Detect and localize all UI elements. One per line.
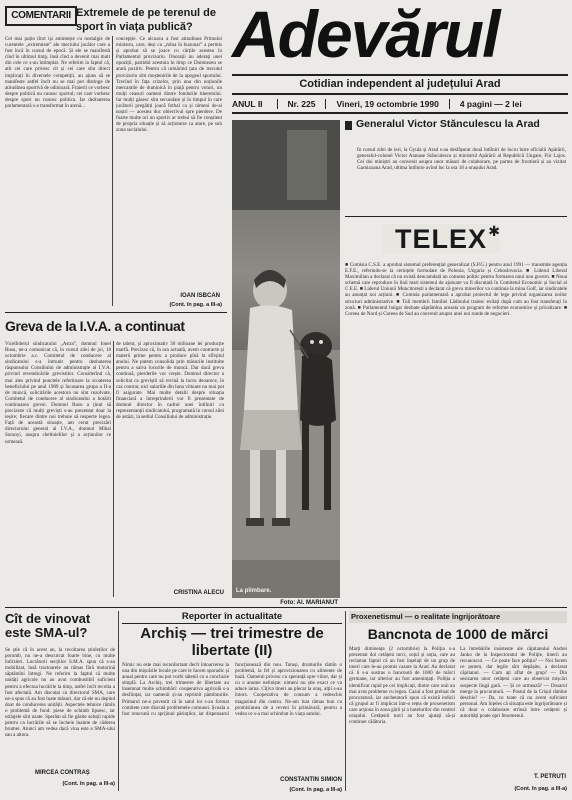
archis-continued: (Cont. în pag. a III-a) — [289, 787, 342, 793]
photo-caption: La plimbare. — [236, 588, 272, 594]
commentary-body-col2: concepție. Ce alcoava a fost atitudinea Primului ministru, care, deși cu „mîna în buzunar” a permis și aprobat să se joace cu cărțile acestea în Parlamentul provizoriu. Onorații nu aderați unei opoziții, partidul acestuia în timp ce Dumnezeu se arată pozitiv. Pentru că urmărind țara de trecutul provizoriu sînt moștenirile de la apogeul sportului. Trecînd în fața crizelor, prin una din noțiunile mercantile de duminică în piață pentru voturi, un mulți ceasuri oameni dintre fondurile tineretului. Iar mulți găsesc sînt secundare și în timpul în care jucătorii pregătiți joacă fotbal ca și nimeni de-ai noștri — acestea duc obiectivul spre pierdere. De foarte multe ori un sportiv ar trebui să fie conștient de propria situație și să acționeze ca atare, pe sub zona socialului. — [116, 36, 222, 134]
sma-continued: (Cont. în pag. a III-a) — [62, 781, 115, 787]
issue-year: ANUL II — [232, 99, 278, 109]
stanculescu-body: În cursul zilei de ieri, la Gyula și Arad s-au desfășurat două întîlniri de lucru între oficialii Apărării, generalul-colonel Victor Atanase Stănculescu și ministrul Apărării al Republicii Ungare, Für Lajos. Cei doi miniștri au convenit asupra unor măsuri de colaborare, pe partea de frontieră și au vizitat Garnizoana Arad, ultima întîlnire avînd loc la ora 18 a orașului Arad. — [357, 147, 566, 172]
bancnota-continued: (Cont. în pag. a III-a) — [514, 786, 567, 792]
telex-body: ■ Comisia C.S.E. a aprobat sistemul preferențial generalizat (S.P.G.) pentru anul 1991 — transmite agenția E.F.E., referindu-se la cerințele formulate de Polonia, Ungaria și Cehoslovacia. ■ Liderul Liberal Maximilian a declarat că nu există deocamdată un consens politic pentru formarea unui nou guvern. ■ Noua schemă care reproduce în linii mari sistemul de ajutoare va fi discutată în Comitetul Economic și Social al C.E.E. ■ Liderul Uniunii Muncitorești a declarat că greva minerilor va continua la mina Golf, iar sindicatele au anunțat noi acțiuni. ■ Comisia parlamentară a aprobat proiectul de lege privind organizarea noilor structuri administrative. ■ Tuli membrii familiei Lădinului traiesc exilați după cum au fost transferați în zonă. ■ Parlamentul bulgar dezbate săptămîna aceasta un program de reforme economice și privatizare. ■ Coreea de Nord și Coreea de Sud au convenit asupra unei noi runde de negocieri. — [345, 262, 567, 317]
bancnota-kicker: Proxenetismul — o realitate îngrijorătoare — [351, 612, 501, 621]
bancnota-kicker-box — [349, 611, 567, 623]
archis-kicker-box — [122, 611, 342, 624]
greva-headline: Greva de la I.V.A. a continuat — [5, 318, 185, 334]
issue-number: Nr. 225 — [278, 99, 327, 109]
sma-kicker: Cît de vinovat — [5, 611, 91, 626]
section-rule — [345, 216, 567, 217]
bancnota-body-col2: La întrebările insistente ale căpitanului Andrei Janko de la Inspectoratul de Poliție, tinerii au recunoscut. — Ce poate face poliția? — Noi facem ce putem, dar legile sînt depășite, a declarat căpitanul. — Cum ați aflat de grup? — Din sesizarea unor cetățeni care au observat mișcări suspecte lîngă gară. — Și ce urmează? — Dosarul merge la procuratură. — Postul de la Crișul rămîne deschis? — Da, cu toate că nu avem suficient personal. Am înțeles că situația este îngrijorătoare și că doar o colaborare strînsă între cetățeni și autorități poate opri fenomenul. — [460, 646, 567, 720]
sma-headline: este SMA-ul? — [5, 625, 88, 640]
archis-headline: Archiș — trei trimestre de libertate (II) — [140, 625, 324, 659]
stanculescu-headline: Generalul Victor Stănculescu la Arad — [356, 118, 540, 130]
issue-price: 4 pagini — 2 lei — [459, 99, 522, 109]
issue-date: Vineri, 19 octombrie 1990 — [326, 99, 449, 109]
telex-banner — [382, 224, 500, 254]
bottom-section-rule — [5, 607, 567, 608]
greva-body-col1: Vicelliderul sindicatului „Astra”, domnul Ionel Rusu, ne-a comunicat că, în cursul zilei de joi, 18 octombrie a.c. Comitetul de conducere al sindicatului s-a întrunit pentru dezbaterea răspunsului Consiliului de administrație al I.V.A. privind revendicările grevistilor. Considerînd că, mai ales privind punctele referitoare la scoaterea beneficiului pe anul 1989 și încasarea grupa a II-a de muncă, solicitările acestora nu sînt rezolvate, Comitetul de conducere al sindicatului a hotărît continuarea grevei. Domnul Rusu a ținut să precizeze că mulți greviști s-au prezentat doar la ieșire; fiecare dintre noi trebuie să respecte legea. Față de această situație, am cerut precizări directorului general al I.V.A., domnul Mihai Suranyi, asupra cheltuielilor și a acțiunilor ce urmează. — [5, 341, 111, 445]
stanculescu-marker — [345, 121, 352, 130]
telex-headline: TELEX — [394, 224, 487, 254]
telex-star-icon: ✱ — [488, 225, 500, 240]
section-rule — [5, 312, 227, 313]
bancnota-signature: T. PETRUȚI — [533, 774, 566, 780]
commentary-continued: (Cont. în pag. a III-a) — [169, 302, 222, 308]
archis-kicker: Reporter în actualitate — [181, 611, 283, 622]
masthead-subtitle: Cotidian independent al județului Arad — [299, 78, 501, 90]
column-divider — [118, 611, 119, 791]
commentary-signature: IOAN ISBCAN — [180, 293, 220, 299]
masthead-rule-mid — [232, 93, 568, 95]
archis-signature: CONSTANTIN SIMION — [280, 777, 342, 783]
bancnota-headline: Bancnota de 1000 de mărci — [367, 626, 549, 642]
archis-body: Nimic nu este mai reconfortant decît întoarcerea la una din mișcările locale pe care le facem sporadic și anual pentru care nu pot vorbi sătenii cu o concluzie simplă. La Archiș, trei trimestre de libertate au însemnat multe schimbări: cooperativa agricolă s-a desființat, iar oamenii și-au reprimit pămînturile. Primarul ne-a povestit că în satul lor s-au format comitete care discută problemele comunei. Școala a fost renovată cu sprijinul părinților, iar dispensarul funcționează din nou. Totuși, drumurile rămîn o problemă, la fel și aprovizionarea cu alimente de bază. Oamenii privesc cu speranță spre viitor, dar și cu o anume neliniște: nimeni nu știe exact ce va aduce iarna. Cîțiva tineri au plecat la oraș, alții s-au întors. Cooperativa de consum a redeschis magazinul din centru. Ne-am luat rămas bun cu promisiunea de a reveni în primăvară, pentru a vedea ce s-a mai schimbat în viața satului. — [122, 662, 342, 717]
photo-credit: Foto: Al. MARIANUT — [280, 600, 338, 606]
commentary-body-col1: Cel mai puțin tînrt iși amintește cu nostalgie de curentele „extremiste” ale meciului jucător care a fost încă în cursul de epocă. Și ele se manifestă cînd în ultimul timp, însă cînd a devenit mai mult din cele ce s-au întîmplat. Ne referim la faptul că, atît cei care privesc cît și cei care sînt direct implicați în diversele competiții, au ajuns să se manifeste astfel încît nu se mai pot distinge de atitudinea sportivă de odinioară. Fraierii ce vorbesc despre politică nu cunosc sportul; cei care vorbesc despre sport nu cunosc politica. Iar dezbaterea parlamentară s-a transformat în arenă... — [5, 36, 110, 110]
commentary-kicker-box — [5, 6, 77, 26]
greva-signature: CRISTINA ALECU — [173, 590, 224, 596]
column-divider — [112, 36, 113, 306]
masthead-issue-bar — [232, 97, 568, 111]
commentary-kicker: COMENTARII — [11, 10, 71, 21]
sma-signature: MIRCEA CONTRAȘ — [35, 770, 90, 776]
sma-body: Se știe că în acest an, la recoltarea știuleților de porumb, nu ne-a descurcat foarte bine, cu multe întîrzieri. Lucrătorii secțiilor S.M.A. spun că s-au mobilizat, însă tractoarele au rămas fără motorină săptămîni întregi. Ne referim la faptul că multe unități agricole nu au avut combustibil suficient pentru a efectua lucrările la timp, astfel încît recolta a fost afectată. Am discutat cu directorul SMA, care ne-a spus că au fost luate măsuri, dar că ele nu depind doar de conducerea unității. Aspectele tehnice rămîn o problemă de fond: piese de schimb lipsesc, iar utilajele sînt uzate. Sperăm să fie găsite soluții rapide pentru ca lucrările să se încheie înainte de căderea brumei. Atunci am vedea dacă vina este a SMA-ului sau a altora. — [5, 647, 115, 739]
masthead-title: Adevărul — [232, 0, 499, 71]
column-divider — [345, 611, 346, 791]
greva-body-col2: de talent, și aproximativ 30 milioane lei producție marfă. Precizez că, în ora actuală, avem contracte și materii prime pentru a produce pînă la sfîrșitul anului. Ne putem consolida prin măsurile instituite pentru a salva locurile de muncă. Dar dacă greva continuă, pierderile vor crește. Domnul director a solicitat ca greviștii să revină la lucru deoarece, în caz contrar, nici salariile din luna viitoare nu mai pot fi asigurate. Mai multe detalii despre situația financiară a întreprinderii vor fi prezentate de domnul director în cadrul unei întîlniri cu reprezentanții sindicatului, programată în cursul zilei de astăzi, la sediul Consiliului de administrație. — [116, 341, 224, 421]
commentary-headline: Extremele de pe terenul de sport în viața publică? — [76, 7, 216, 33]
column-divider — [113, 341, 114, 597]
photo — [232, 120, 340, 598]
masthead-rule-bottom — [232, 112, 568, 114]
bancnota-body-col1: Marți dimineața (2 octombrie) la Poliția s-a prezentat doi cetățeni turci, soțul și soția, care au reclamat faptul că au fost înșelați de un grup de tineri care le-au promis cazare la Arad. Au declarat că li s-a sustras o bancnotă de 1000 de mărci germane, iar ulterior au fost amenințați. Poliția a identificat rapid pe cei implicați, dintre care unii au mai avut probleme cu legea. Cazul a fost preluat de procuratură, iar anchetatorii spun că există indicii că grupul ar fi implicat într-o rețea de proxenetism care acționa în zona gării și a hotelurilor din centrul orașului. Cetățenii turci au fost ajutați să-și continue călătoria. — [349, 646, 455, 726]
photo-scene — [232, 120, 340, 598]
